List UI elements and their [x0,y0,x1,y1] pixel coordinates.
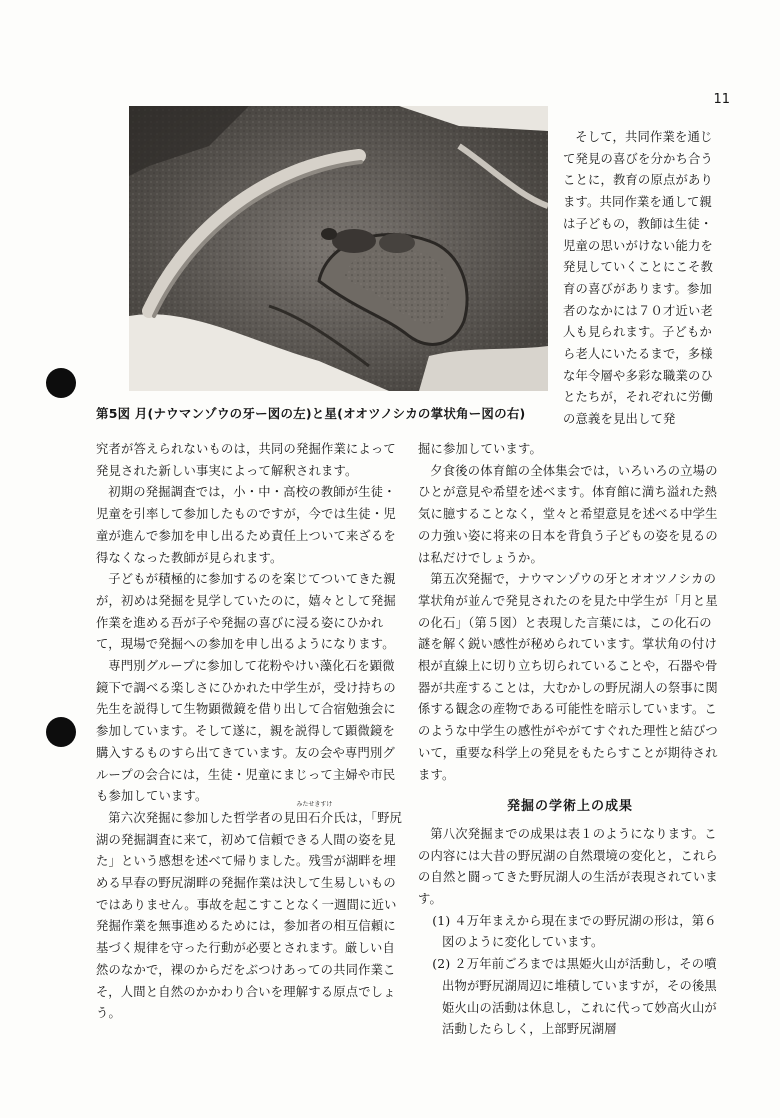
list-item-number: (1) [432,913,451,928]
fossil-photo [129,106,548,391]
left-paragraph-4: 専門別グループに参加して花粉やけい藻化石を顕微鏡下で調べる楽しさにひかれた中学生が，受け持ちの先生を説得して生物顕微鏡を借り出して合宿勉強会に参加しています。そして遂に，親を説得して顕微鏡を購入するものすら出てきています。友の会や専門別グループの会合には，生徒・児童にまじって主婦や市民も参加しています。 [96,659,396,804]
list-item-text: ４万年まえから現在までの野尻湖の形は，第６図のように変化しています。 [442,913,717,950]
list-item-number: (2) [432,957,451,972]
name-text: 見田石介 [283,810,334,825]
left-paragraph-1: 究者が答えられないものは，共同の発掘作業によって発見された新しい事実によって解釈されます。 [96,442,396,478]
page-number: 11 [713,92,730,107]
side-column [563,127,717,431]
list-item [418,954,722,1041]
right-paragraph-3: 第五次発掘で，ナウマンゾウの牙とオオツノシカの掌状角が並んで発見されたのを見た中学生が「月と星の化石」（第５図）と表現した言葉には，この化石の謎を解く鋭い感性が秘められています。掌状角の付け根が直線上に切り立ち切られていることや，石器や骨器が共産することは，大むかしの野尻湖人の祭事に関係する観念の産物である可能性を暗示しています。このような中学生の感性がやがてすぐれた理性と結びついて，重要な科学上の発見をもたらすことが期待されます。 [418,572,718,782]
binder-hole-icon [46,717,76,747]
left-column [96,439,403,1025]
left-paragraph-5-end: 氏は，「野尻湖の発掘調査に来て，初めて信頼できる人間の姿を見た」という感想を述べて帰りました。残雪が湖畔を埋める早春の野尻湖畔の発掘作業は決して生易しいものではありません。事故を起こすことなく一週間に近い発掘作業を無事進めるためには，参加者の相互信頼に基づく規律を守った行動が必要とされます。厳しい自然のなかで，裸のからだをぶつけあっての共同作業こそ，人間と自然のかかわり合いを理解する原点でしょう。 [96,810,403,1021]
right-paragraph-1: 掘に参加しています。 [418,442,542,456]
section-heading: 発掘の学術上の成果 [506,799,633,815]
right-paragraph-2: 夕食後の体育館の全体集会では，いろいろの立場のひとが意見や希望を述べます。体育館に満ち溢れた熱気に臆することなく，堂々と希望意見を述べる中学生の力強い姿に将来の日本を背負う子どもの姿を見るのは私だけでしょうか。 [418,463,718,565]
left-paragraph-5 [96,800,403,1025]
person-name [283,800,334,825]
right-column [418,439,722,1041]
list-item [418,911,722,954]
binder-hole-icon [46,368,76,398]
side-paragraph: そして，共同作業を通じて発見の喜びを分かち合うことに，教育の原点があります。共同作業を通して親は子どもの，教師は生徒・児童の思いがけない能力を発見していくことにこそ教育の喜びがあります。参加者のなかには７０才近い老人も見られます。子どもから老人にいたるまで，多様な年令層や多彩な職業のひとたちが，それぞれに労働の意義を見出して発 [563,130,713,427]
left-paragraph-3: 子どもが積極的に参加するのを案じてついてきた親が，初めは発掘を見学していたのに，嬉々として発掘作業を進める吾が子や発掘の喜びに浸る姿にひかれて，現場で発掘への参加を申し出るようになります。 [96,572,396,652]
right-paragraph-4: 第八次発掘までの成果は表１のようになります。この内容には大昔の野尻湖の自然環境の変化と，これらの自然と闘ってきた野尻湖人の生活が表現されています。 [418,826,718,907]
figure-caption: 第5図 月(ナウマンゾウの牙ー図の左)と星(オオツノシカの掌状角ー図の右) [96,406,526,421]
name-reading: みたせきすけ [296,800,333,808]
list-item-text: ２万年前ごろまでは黒姫火山が活動し，その噴出物が野尻湖周辺に堆積していますが，その後黒姫火山の活動は休息し，これに代って妙高火山が活動したらしく，上部野尻湖層 [442,957,717,1037]
left-paragraph-2: 初期の発掘調査では，小・中・高校の教師が生徒・児童を引率して参加したものですが，今では生徒・児童が進んで参加を申し出るため責任上ついて来ざるを得なくなった教師が見られます。 [96,485,396,565]
left-paragraph-5-start: 第六次発掘に参加した哲学者の [108,810,284,825]
